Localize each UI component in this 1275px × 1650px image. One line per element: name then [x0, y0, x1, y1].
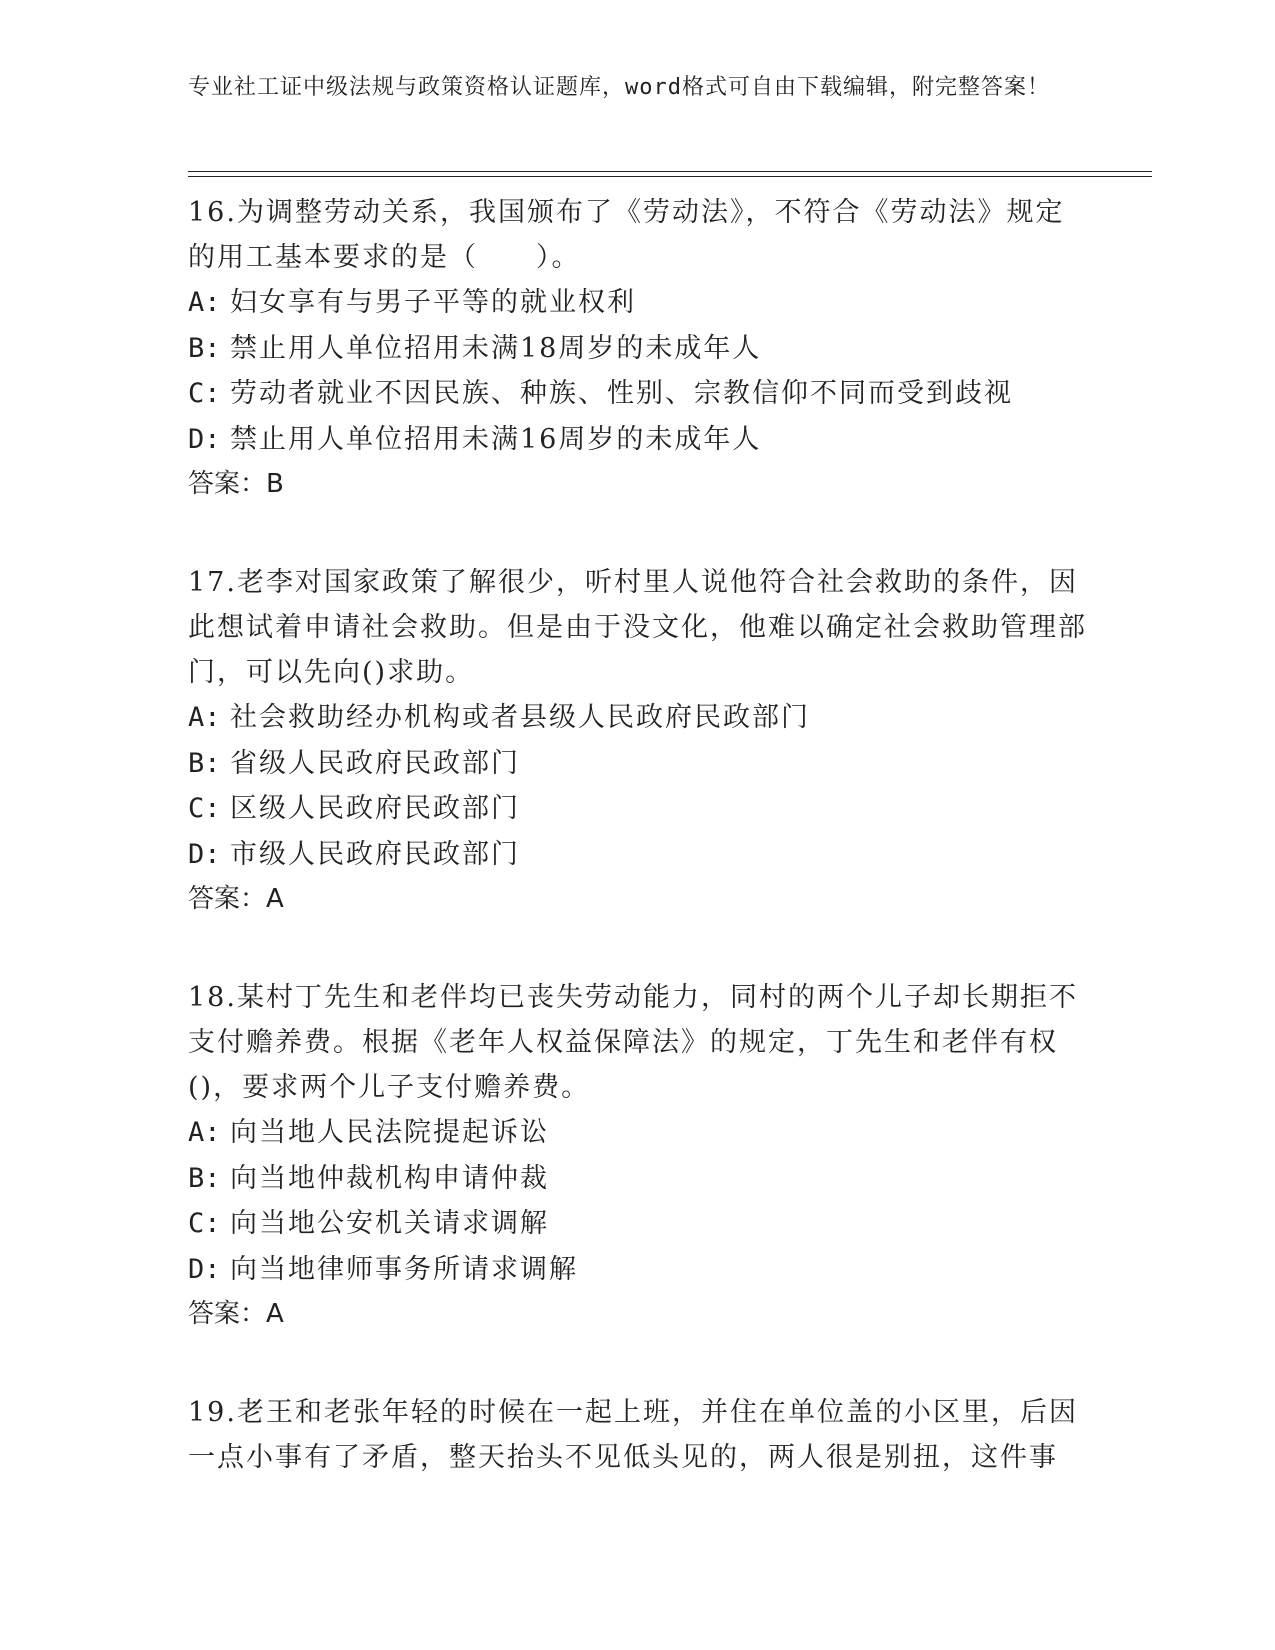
option-letter: A: [188, 287, 221, 318]
option-text: 妇女享有与男子平等的就业权利 [230, 287, 636, 318]
option-a [188, 1110, 1088, 1156]
option-letter: B: [188, 332, 221, 364]
option-d [188, 832, 1088, 878]
option-text: 社会救助经办机构或者县级人民政府民政部门 [230, 702, 810, 733]
question-17 [188, 560, 1088, 922]
option-letter: D: [188, 1253, 221, 1285]
option-b [188, 326, 1088, 372]
option-letter: C: [188, 1208, 221, 1239]
option-letter: C: [188, 793, 221, 824]
header-rule-top [188, 171, 1152, 172]
option-letter: D: [188, 838, 221, 870]
option-text: 省级人民政府民政部门 [230, 747, 520, 779]
option-letter: D: [188, 423, 221, 455]
question-19 [188, 1390, 1088, 1480]
question-text: 16.为调整劳动关系，我国颁布了《劳动法》，不符合《劳动法》规定的用工基本要求的是（ ）。 [188, 197, 1065, 273]
option-text: 禁止用人单位招用未满16周岁的未成年人 [230, 423, 762, 455]
option-c [188, 786, 1088, 832]
option-c [188, 1201, 1088, 1247]
question-text: 19.老王和老张年轻的时候在一起上班，并住在单位盖的小区里，后因一点小事有了矛盾，整天抬头不见低头见的，两人很是别扭，这件事 [188, 1397, 1078, 1473]
option-letter: A: [188, 702, 221, 733]
option-text: 区级人民政府民政部门 [230, 793, 520, 824]
option-text: 市级人民政府民政部门 [230, 838, 520, 870]
option-a [188, 695, 1088, 741]
option-text: 禁止用人单位招用未满18周岁的未成年人 [230, 332, 762, 364]
header-rule-bottom [188, 176, 1152, 177]
answer: 答案：B [188, 469, 284, 499]
option-text: 向当地律师事务所请求调解 [230, 1253, 578, 1285]
option-text: 向当地公安机关请求调解 [230, 1208, 549, 1239]
option-letter: B: [188, 747, 221, 779]
option-letter: A: [188, 1117, 221, 1148]
option-c [188, 371, 1088, 417]
option-text: 劳动者就业不因民族、种族、性别、宗教信仰不同而受到歧视 [230, 378, 1013, 409]
document-header: 专业社工证中级法规与政策资格认证题库，word格式可自由下载编辑，附完整答案！ [188, 75, 1050, 100]
question-text: 18.某村丁先生和老伴均已丧失劳动能力，同村的两个儿子却长期拒不支付赡养费。根据《老年人权益保障法》的规定，丁先生和老伴有权()，要求两个儿子支付赡养费。 [188, 982, 1078, 1103]
answer: 答案：A [188, 1299, 284, 1329]
option-b [188, 741, 1088, 787]
option-d [188, 1247, 1088, 1293]
option-a [188, 280, 1088, 326]
question-18 [188, 975, 1088, 1337]
option-text: 向当地仲裁机构申请仲裁 [230, 1162, 549, 1194]
option-letter: B: [188, 1162, 221, 1194]
option-d [188, 417, 1088, 463]
answer: 答案：A [188, 884, 284, 914]
option-b [188, 1156, 1088, 1202]
option-letter: C: [188, 378, 221, 409]
question-list [188, 190, 1088, 1533]
option-text: 向当地人民法院提起诉讼 [230, 1117, 549, 1148]
question-16 [188, 190, 1088, 507]
question-text: 17.老李对国家政策了解很少，听村里人说他符合社会救助的条件，因此想试着申请社会救助。但是由于没文化，他难以确定社会救助管理部门，可以先向()求助。 [188, 567, 1087, 688]
